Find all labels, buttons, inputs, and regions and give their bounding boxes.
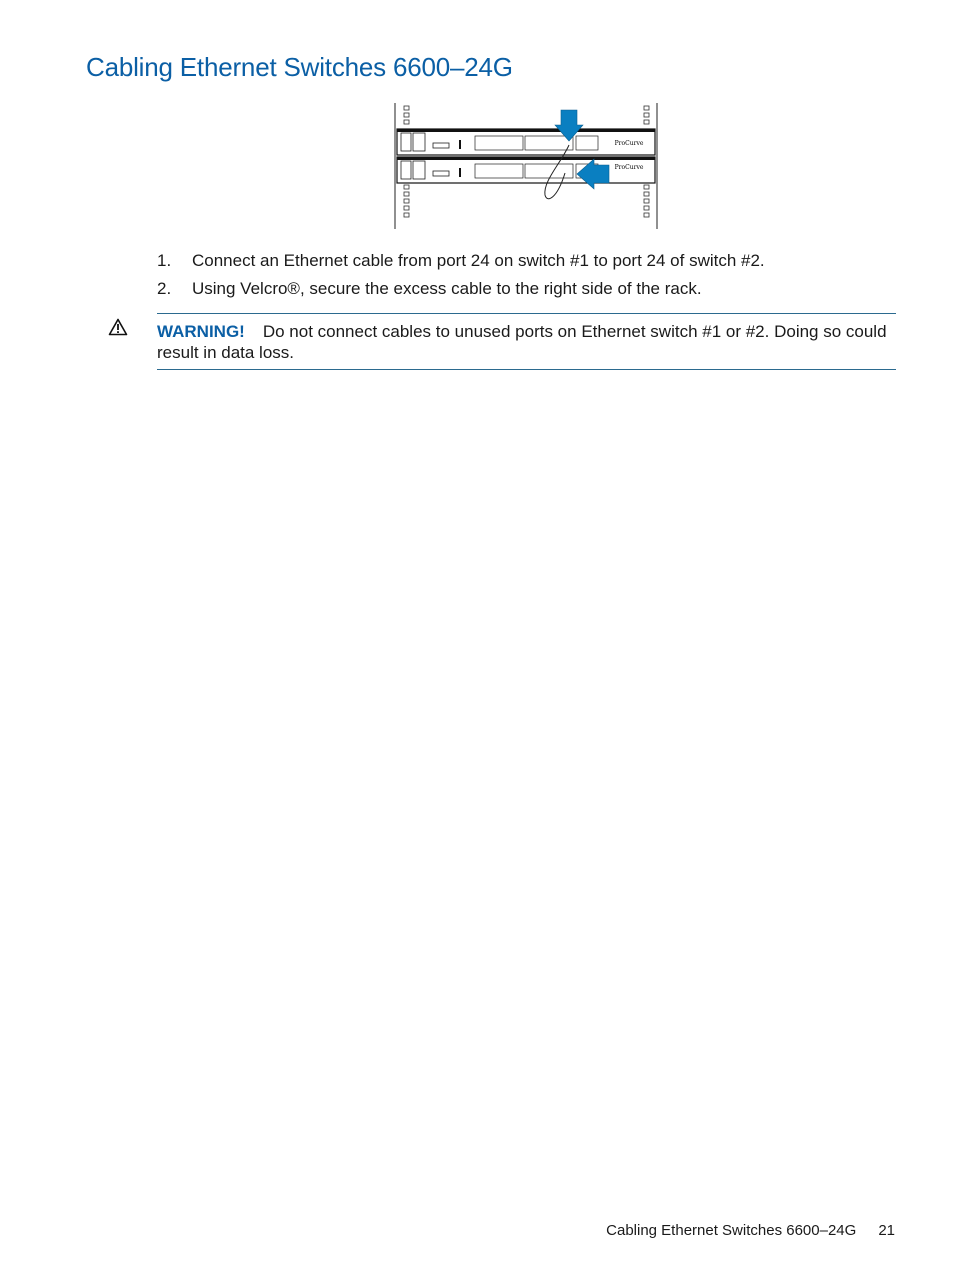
switch-1 <box>397 129 655 155</box>
warning-text: Do not connect cables to unused ports on Ethernet switch #1 or #2. Doing so could result in data loss. <box>157 322 887 362</box>
footer-section-title: Cabling Ethernet Switches 6600–24G <box>606 1222 857 1239</box>
page-number: 21 <box>878 1222 895 1239</box>
switch-1-logo: ProCurve <box>614 140 644 147</box>
step-number: 2. <box>157 279 172 298</box>
list-item <box>157 278 897 306</box>
warning-note <box>157 313 896 370</box>
warning-triangle-icon <box>108 318 128 336</box>
step-text: Connect an Ethernet cable from port 24 on switch #1 to port 24 of switch #2. <box>192 251 765 270</box>
page-title: Cabling Ethernet Switches 6600–24G <box>86 52 513 82</box>
list-item <box>157 250 897 278</box>
rack-switch-illustration <box>393 103 661 231</box>
warning-label: WARNING! <box>157 322 245 341</box>
switch-2-logo: ProCurve <box>614 164 644 171</box>
step-number: 1. <box>157 251 172 270</box>
rack-switch-diagram <box>393 103 661 231</box>
switch-2 <box>397 157 655 183</box>
page-footer <box>606 1222 895 1239</box>
instruction-steps <box>157 250 897 306</box>
step-text: Using Velcro®, secure the excess cable to the right side of the rack. <box>192 279 702 298</box>
